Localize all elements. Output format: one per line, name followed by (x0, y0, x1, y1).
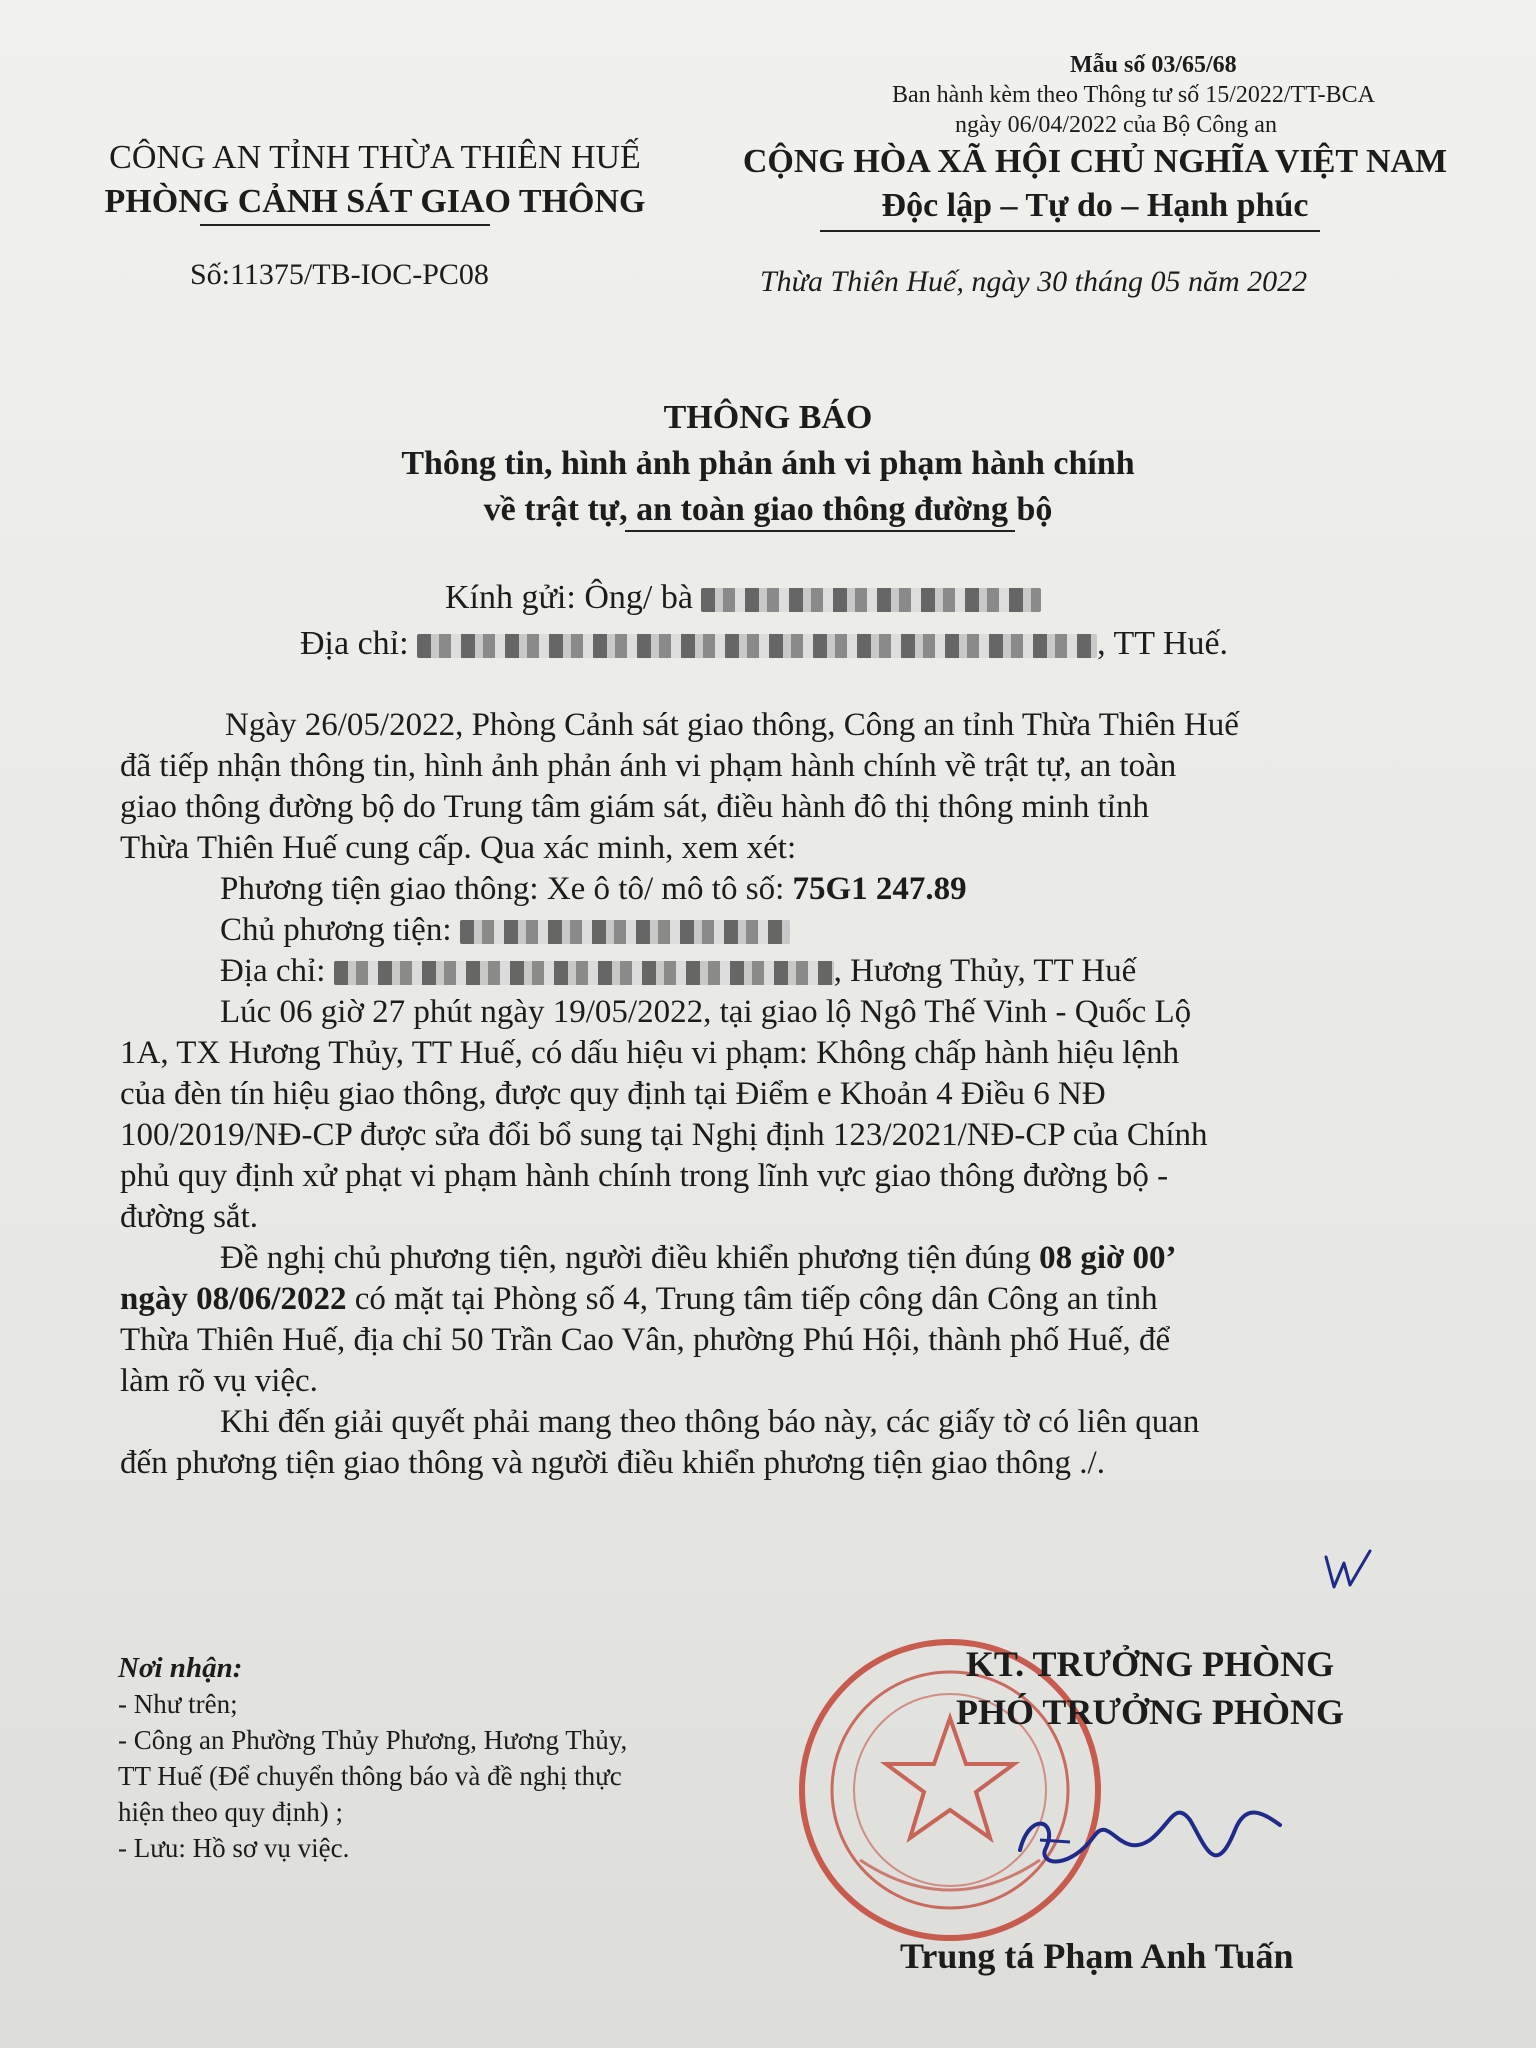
body-line: Thừa Thiên Huế, địa chỉ 50 Trần Cao Vân, phường Phú Hội, thành phố Huế, để (120, 1322, 1171, 1358)
document-number: Số:11375/TB-IOC-PC08 (190, 258, 489, 291)
appointment-date: ngày 08/06/2022 (120, 1281, 347, 1317)
appointment-date-line: ngày 08/06/2022 có mặt tại Phòng số 4, Trung tâm tiếp công dân Công an tỉnh (120, 1281, 1158, 1317)
appointment-line: Đề nghị chủ phương tiện, người điều khiển phương tiện đúng 08 giờ 00’ (220, 1240, 1177, 1276)
form-number: Mẫu số 03/65/68 (1070, 52, 1237, 78)
body-line: 1A, TX Hương Thủy, TT Huế, có dấu hiệu vi phạm: Không chấp hành hiệu lệnh (120, 1035, 1180, 1071)
body-line: Lúc 06 giờ 27 phút ngày 19/05/2022, tại giao lộ Ngô Thế Vinh - Quốc Lộ (220, 994, 1192, 1030)
signer-name: Trung tá Phạm Anh Tuấn (900, 1936, 1294, 1976)
motto-underline (820, 230, 1320, 232)
redacted-name (701, 588, 1041, 612)
vehicle-label: Phương tiện giao thông: Xe ô tô/ mô tô số: (220, 871, 785, 907)
agency-underline (200, 224, 490, 226)
place-and-date: Thừa Thiên Huế, ngày 30 tháng 05 năm 2022 (760, 265, 1308, 298)
body-line: đến phương tiện giao thông và người điều khiển phương tiện giao thông ./. (120, 1445, 1105, 1481)
national-motto: Độc lập – Tự do – Hạnh phúc (881, 187, 1309, 224)
agency-block (80, 136, 670, 224)
redacted-address (417, 634, 1097, 658)
body-line: đã tiếp nhận thông tin, hình ảnh phản ánh vi phạm hành chính về trật tự, an toàn (120, 748, 1177, 784)
body-line: giao thông đường bộ do Trung tâm giám sát, điều hành đô thị thông minh tỉnh (120, 789, 1149, 825)
recipient-address-line (300, 621, 1228, 667)
recipient-item: TT Huế (Để chuyển thông báo và đề nghị thực (118, 1761, 622, 1791)
owner-label: Chủ phương tiện: (220, 912, 452, 948)
form-number-block (880, 50, 1480, 140)
owner-address-tail: Hương Thủy, TT Huế (850, 953, 1137, 989)
document-title-block (0, 395, 1536, 533)
address-label: Địa chỉ: (300, 625, 409, 662)
body-line: Ngày 26/05/2022, Phòng Cảnh sát giao thông, Công an tỉnh Thừa Thiên Huế (225, 707, 1239, 743)
recipient-item: - Công an Phường Thủy Phương, Hương Thủy, (118, 1725, 628, 1755)
document-subtitle-line1: Thông tin, hình ảnh phản ánh vi phạm hành chính (401, 445, 1135, 482)
national-heading (705, 140, 1485, 228)
body-line: đường sắt. (120, 1199, 258, 1235)
handwritten-initial-mark (1320, 1545, 1380, 1595)
owner-address-line: Địa chỉ: , Hương Thủy, TT Huế (220, 953, 1137, 989)
body-line: phủ quy định xử phạt vi phạm hành chính trong lĩnh vực giao thông đường bộ - (120, 1158, 1169, 1194)
document-subtitle-line2: về trật tự, an toàn giao thông đường bộ (483, 491, 1053, 528)
address-tail: , TT Huế. (1097, 625, 1229, 662)
salutation: Kính gửi: Ông/ bà (445, 579, 693, 616)
handwritten-signature (1000, 1780, 1300, 1900)
body-line: Khi đến giải quyết phải mang theo thông báo này, các giấy tờ có liên quan (220, 1404, 1200, 1440)
appointment-time: 08 giờ 00’ (1039, 1240, 1177, 1276)
vehicle-plate: 75G1 247.89 (792, 871, 967, 907)
agency-name: PHÒNG CẢNH SÁT GIAO THÔNG (104, 183, 646, 220)
recipient-item: - Lưu: Hồ sơ vụ việc. (118, 1833, 350, 1863)
vehicle-line (120, 869, 1460, 910)
recipient-block (300, 575, 1228, 667)
owner-address-label: Địa chỉ: (220, 953, 326, 989)
redacted-owner (460, 920, 790, 944)
redacted-owner-address (334, 961, 834, 985)
document-title: THÔNG BÁO (663, 399, 873, 436)
sign-title-line2: PHÓ TRƯỞNG PHÒNG (955, 1692, 1344, 1732)
sign-title-line1: KT. TRƯỞNG PHÒNG (965, 1644, 1335, 1684)
recipients-heading: Nơi nhận: (118, 1652, 243, 1684)
title-underline (625, 530, 1015, 532)
body-line: 100/2019/NĐ-CP được sửa đổi bổ sung tại Nghị định 123/2021/NĐ-CP của Chính (120, 1117, 1208, 1153)
recipient-item: - Như trên; (118, 1689, 238, 1719)
agency-parent: CÔNG AN TỈNH THỪA THIÊN HUẾ (109, 139, 641, 176)
form-issued-by: Ban hành kèm theo Thông tư số 15/2022/TT-BCA (892, 82, 1375, 108)
document-body (120, 705, 1460, 1484)
body-line: làm rõ vụ việc. (120, 1363, 318, 1399)
recipient-line (300, 575, 1228, 621)
recipients-list (118, 1650, 627, 1866)
recipient-item: hiện theo quy định) ; (118, 1797, 343, 1827)
signature-block (830, 1640, 1470, 1736)
nation-name: CỘNG HÒA XÃ HỘI CHỦ NGHĨA VIỆT NAM (742, 143, 1448, 180)
owner-line (120, 910, 1460, 951)
form-issued-date: ngày 06/04/2022 của Bộ Công an (955, 112, 1277, 138)
body-line: của đèn tín hiệu giao thông, được quy định tại Điểm e Khoản 4 Điều 6 NĐ (120, 1076, 1106, 1112)
body-line: Thừa Thiên Huế cung cấp. Qua xác minh, xem xét: (120, 830, 797, 866)
